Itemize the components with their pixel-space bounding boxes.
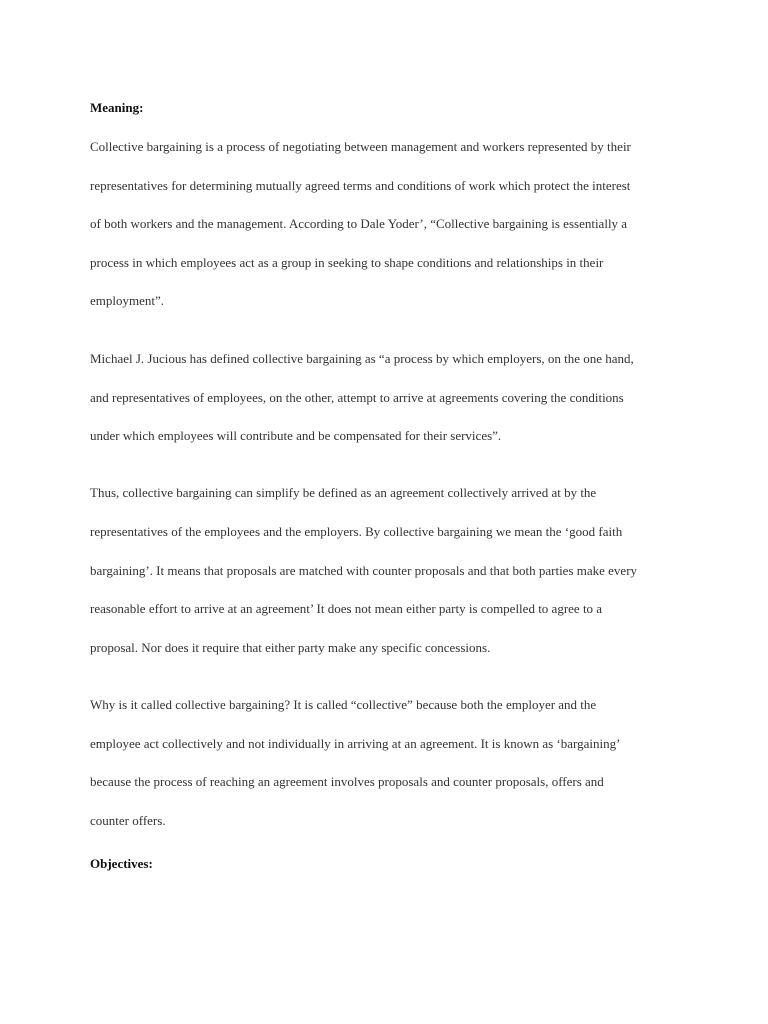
- text-line: because the process of reaching an agreement involves proposals and counter proposals, offers and: [90, 774, 604, 789]
- text-line: Thus, collective bargaining can simplify be defined as an agreement collectively arrived at by the: [90, 485, 597, 500]
- text-line: bargaining’. It means that proposals are matched with counter proposals and that both parties make every: [90, 563, 638, 578]
- text-line: Collective bargaining is a process of negotiating between management and workers represented by their: [90, 139, 631, 154]
- text-line: employee act collectively and not individually in arriving at an agreement. It is known as ‘bargaining’: [90, 736, 621, 751]
- text-line: representatives for determining mutually agreed terms and conditions of work which protect the interest: [90, 178, 631, 193]
- text-line: employment”.: [90, 293, 165, 308]
- text-line: proposal. Nor does it require that either party make any specific concessions.: [90, 640, 491, 655]
- text-line: under which employees will contribute and be compensated for their services”.: [90, 428, 502, 443]
- text-line: of both workers and the management. According to Dale Yoder’, “Collective bargaining is essentially a: [90, 216, 628, 231]
- text-line: representatives of the employees and the employers. By collective bargaining we mean the ‘good faith: [90, 524, 623, 539]
- heading-meaning: Meaning:: [90, 100, 144, 115]
- text-line: and representatives of employees, on the other, attempt to arrive at agreements covering the conditions: [90, 390, 624, 405]
- text-line: Why is it called collective bargaining? It is called “collective” because both the employer and the: [90, 697, 597, 712]
- text-line: process in which employees act as a group in seeking to shape conditions and relationships in their: [90, 255, 604, 270]
- text-line: reasonable effort to arrive at an agreement’ It does not mean either party is compelled to agree to a: [90, 601, 603, 616]
- text-line: counter offers.: [90, 813, 166, 828]
- heading-objectives: Objectives:: [90, 856, 153, 871]
- text-line: Michael J. Jucious has defined collective bargaining as “a process by which employers, on the one hand,: [90, 351, 634, 366]
